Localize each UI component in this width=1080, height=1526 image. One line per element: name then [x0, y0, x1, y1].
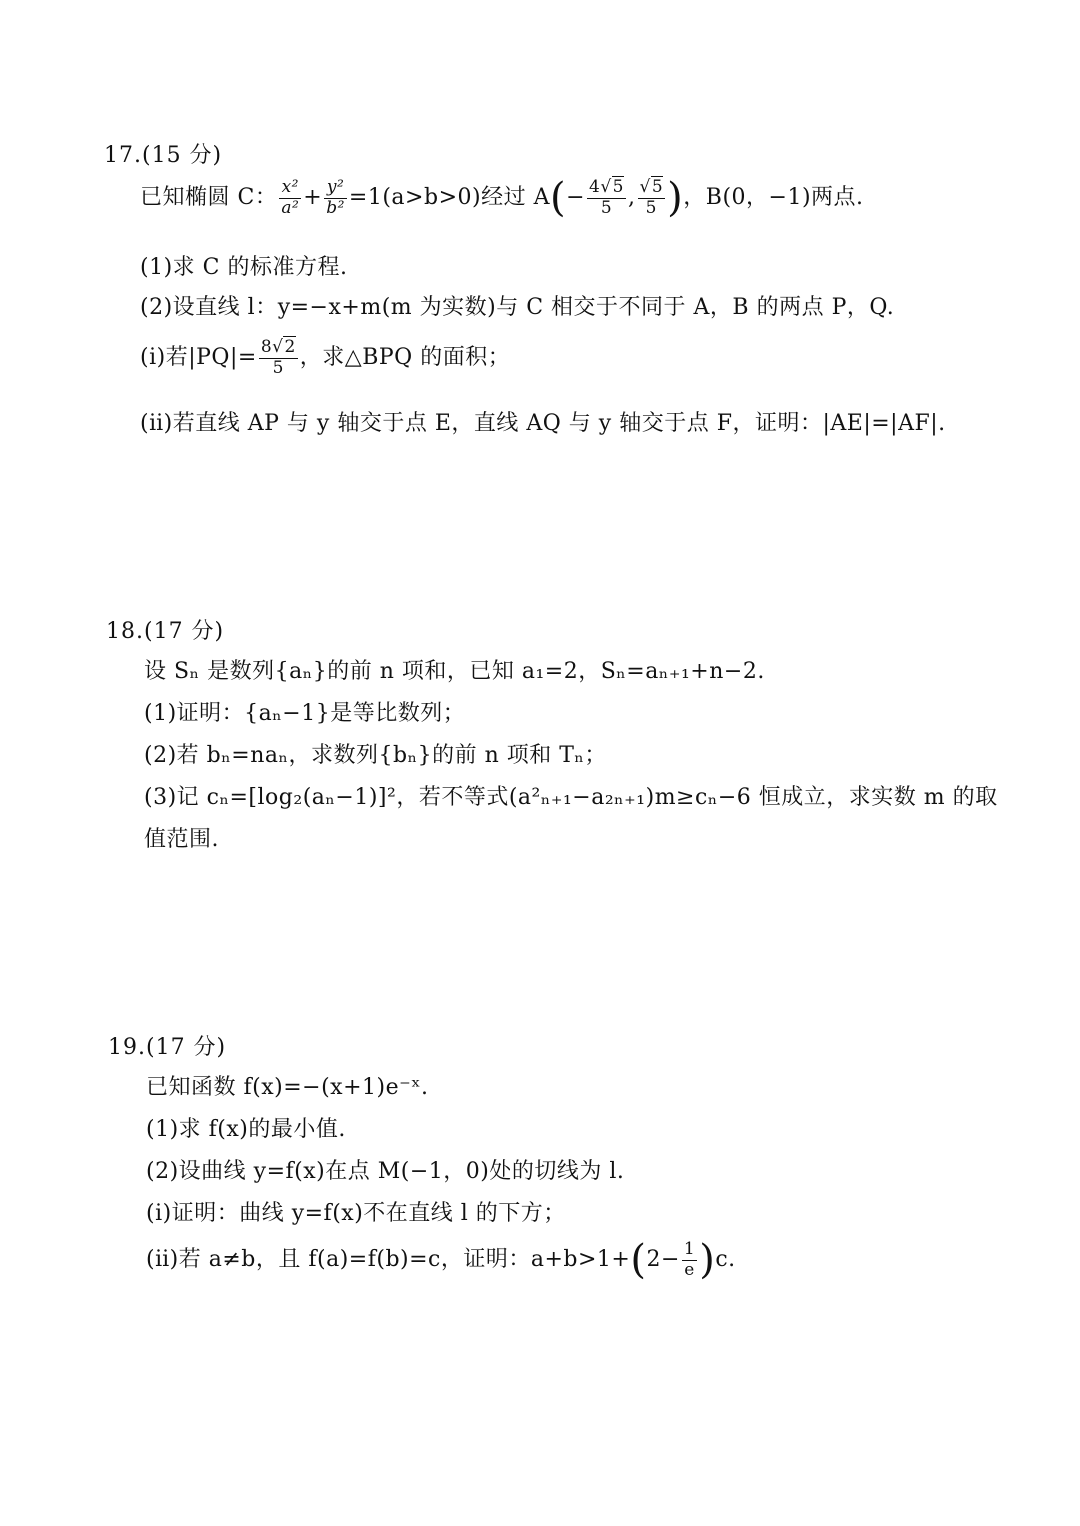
q17-part3-b: ，求△BPQ 的面积；	[299, 345, 511, 371]
y2-over-b2-fraction: $\frac{\text{y²}}{\text{b²}}$	[326, 177, 345, 218]
q19-part4-a: (ⅱ)若 a≠b，且 f(a)=f(b)=c，证明：a+b>1+	[146, 1247, 631, 1273]
q19-header: 19.(17 分)	[108, 1035, 227, 1060]
q18-part2: (2)若 bₙ=naₙ，求数列{bₙ}的前 n 项和 Tₙ；	[144, 743, 607, 768]
8root2-over-5-fraction: $\frac{8√2}{5}$	[260, 337, 296, 378]
q18-intro: 设 Sₙ 是数列{aₙ}的前 n 项和，已知 a₁=2，Sₙ=aₙ₊₁+n−2.	[144, 659, 765, 684]
q19-intro: 已知函数 f(x)=−(x+1)e⁻ˣ.	[146, 1075, 429, 1100]
q18-part1: (1)证明：{aₙ−1}是等比数列；	[144, 701, 466, 726]
q17-intro-b: =1(a>b>0)经过 A	[348, 185, 550, 211]
root5-over-5-fraction: $\frac{√5}{5}$	[639, 177, 664, 218]
one-over-e-fraction: $\frac{1}{e}$	[683, 1239, 696, 1280]
q18-part3-cont: 值范围.	[144, 827, 219, 852]
q17-part3	[140, 338, 510, 378]
q17-part1: (1)求 C 的标准方程.	[140, 255, 348, 280]
q17-intro-c: ，B(0，−1)两点.	[683, 185, 864, 211]
q17-part3-a: (ⅰ)若|PQ|=	[140, 345, 257, 371]
q19-part3: (ⅰ)证明：曲线 y=f(x)不在直线 l 的下方；	[146, 1201, 566, 1226]
q17-header: 17.(15 分)	[104, 143, 223, 168]
x2-over-a2-fraction: $\frac{\text{x²}}{\text{a²}}$	[281, 177, 300, 218]
q19-part4: (ⅱ)若 a≠b，且 f(a)=f(b)=c，证明：a+b>1+(2− $\frac{1}{e}$ )c.	[146, 1237, 736, 1284]
neg-4root5-over-5-fraction: $\frac{4√5}{5}$	[589, 177, 624, 218]
q17-part2: (2)设直线 l：y=−x+m(m 为实数)与 C 相交于不同于 A，B 的两点 P，Q.	[140, 295, 895, 320]
q19-part2: (2)设曲线 y=f(x)在点 M(−1，0)处的切线为 l.	[146, 1159, 625, 1184]
q19-part4-b: c.	[715, 1247, 736, 1273]
q19-part1: (1)求 f(x)的最小值.	[146, 1117, 346, 1142]
q17-intro: 已知椭圆 C： $\frac{\text{x²}}{\text{a²}}$ + $\frac{\text{y²}}{\text{b²}}$ =1(a>b>0)经过 A(− $\frac{4√5}{5}$ , $\frac{√5}{5}$ )，B(0，−1)两点.	[140, 175, 864, 222]
q17-intro-a: 已知椭圆 C：	[140, 185, 278, 211]
q18-header: 18.(17 分)	[106, 619, 225, 644]
q17-part4: (ⅱ)若直线 AP 与 y 轴交于点 E，直线 AQ 与 y 轴交于点 F，证明：|AE|=|AF|.	[140, 411, 946, 436]
q18-part3: (3)记 cₙ=[log₂(aₙ−1)]²，若不等式(a²ₙ₊₁−a₂ₙ₊₁)m≥cₙ−6 恒成立，求实数 m 的取	[144, 785, 998, 810]
